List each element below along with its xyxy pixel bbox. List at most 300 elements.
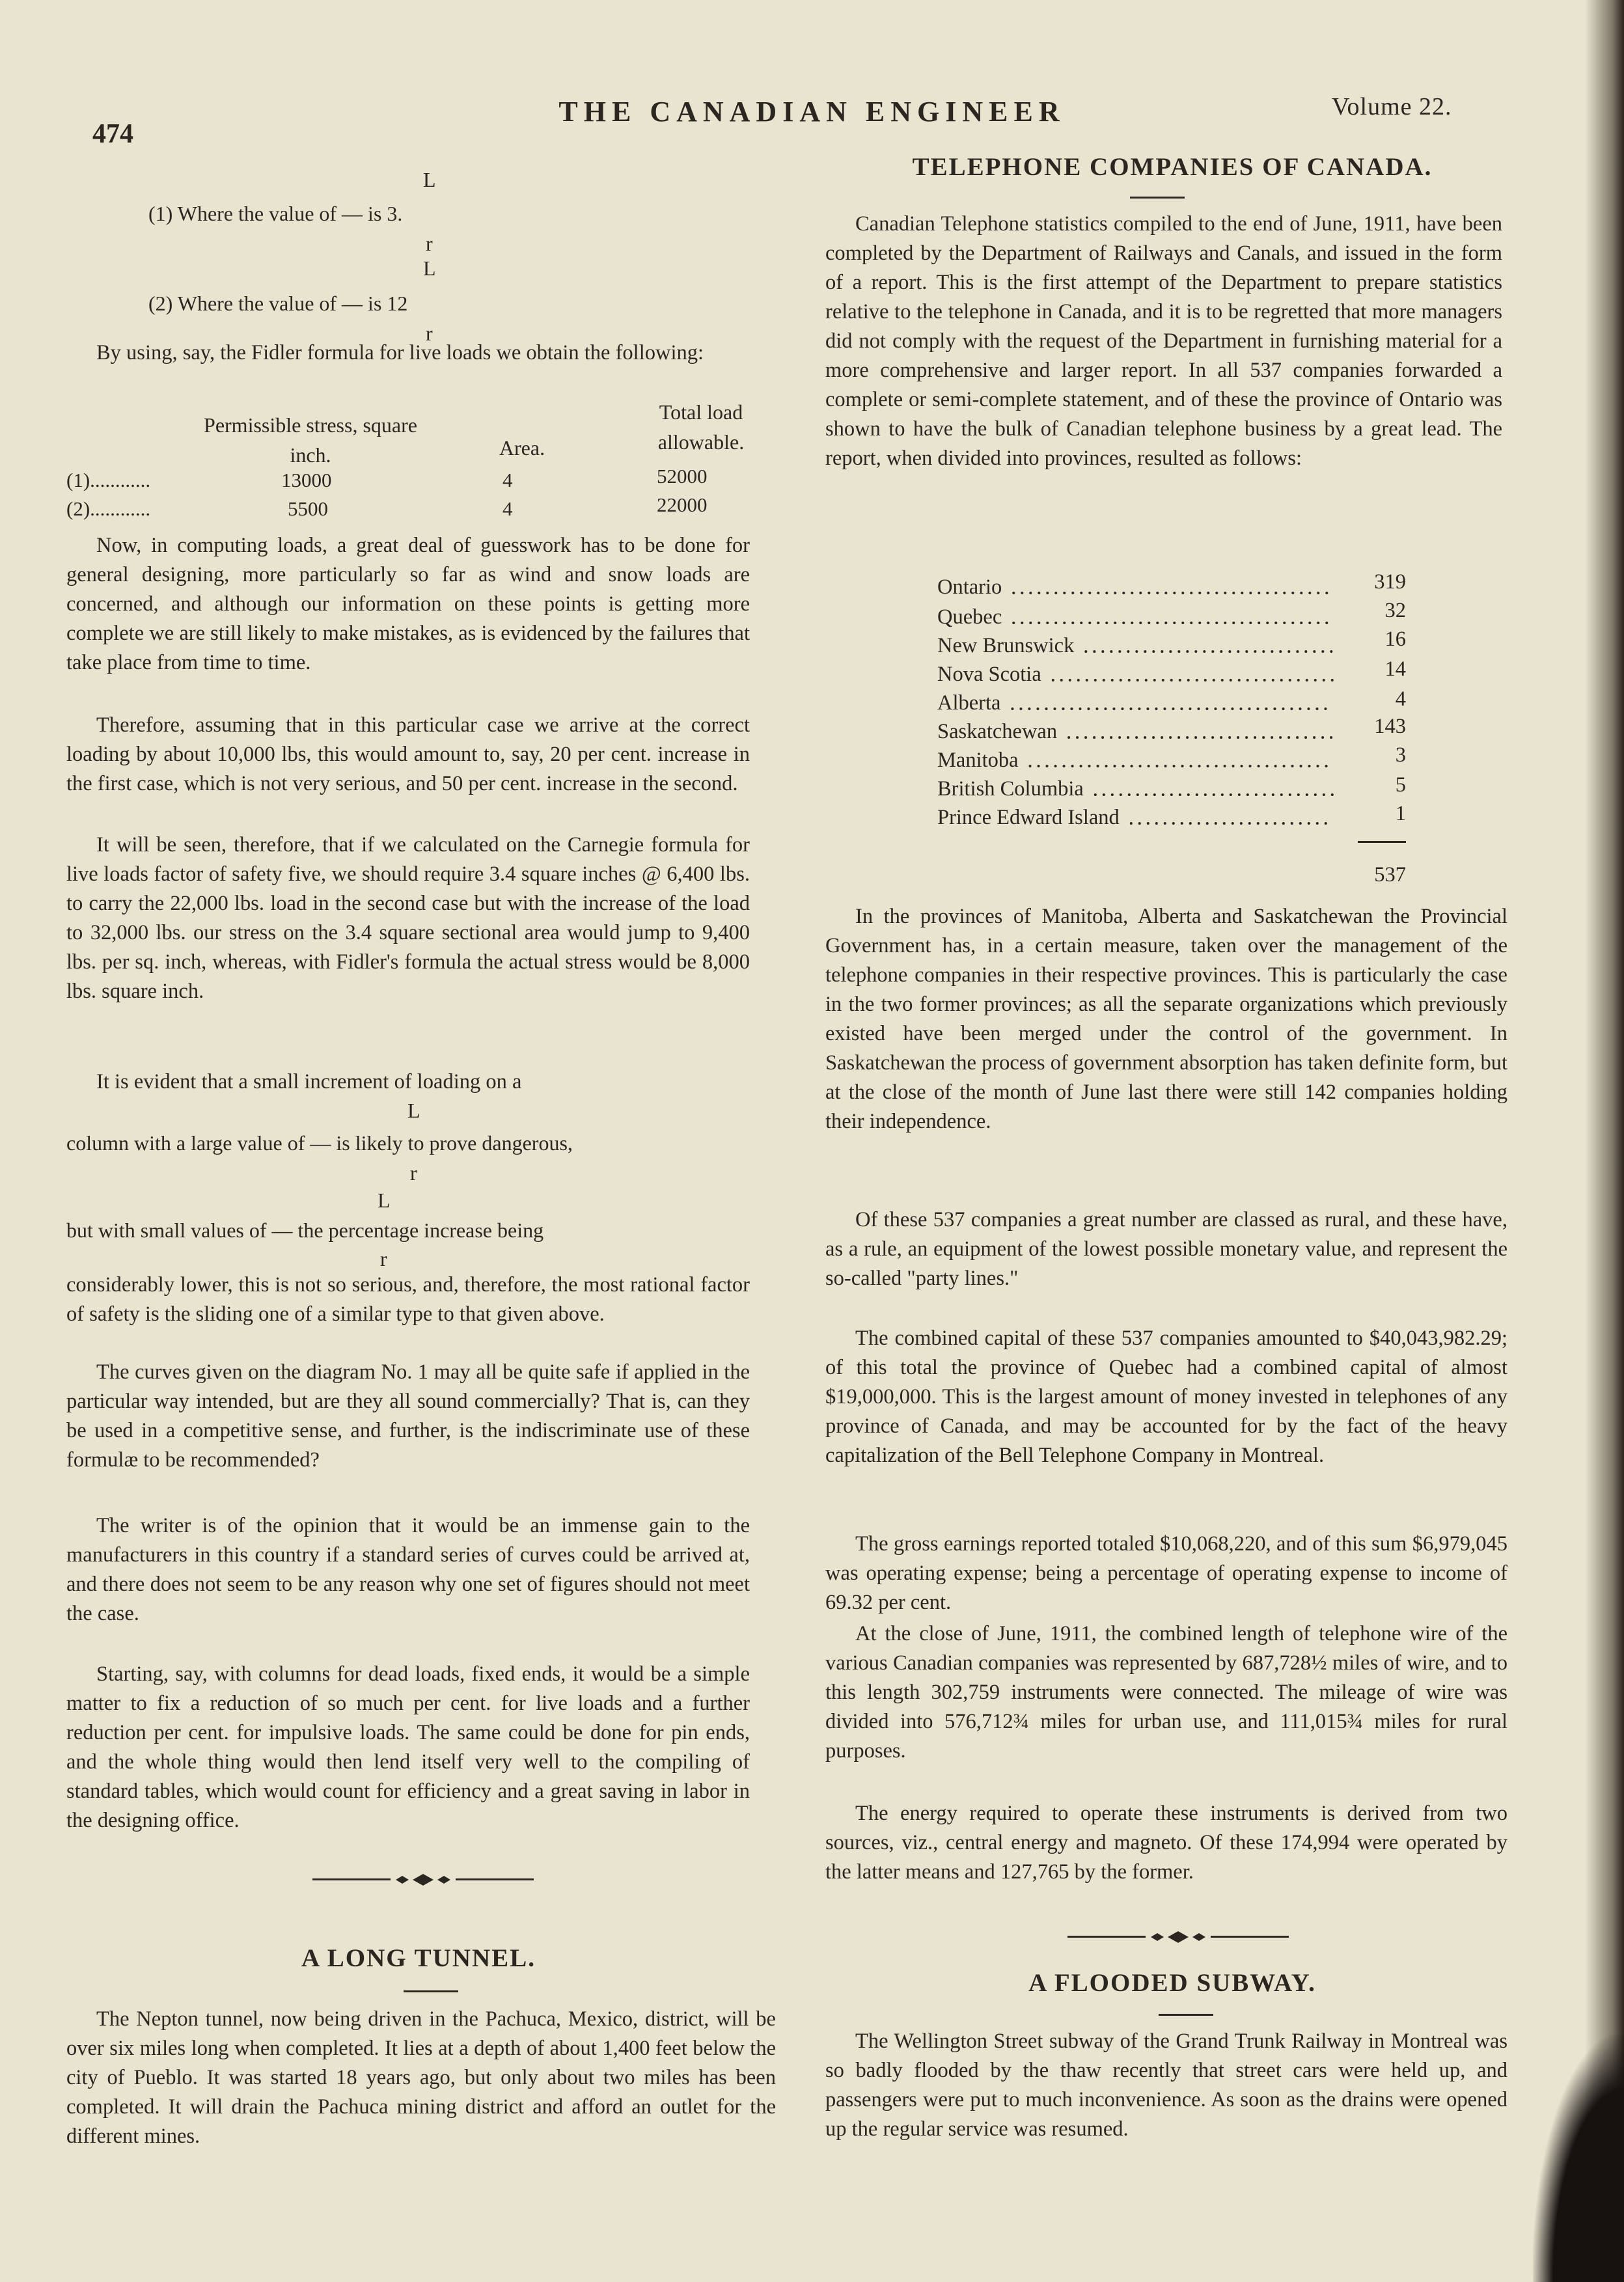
leader-dot (1070, 708, 1073, 710)
leader-dot (1105, 592, 1108, 594)
leader-dot (1103, 679, 1105, 681)
province-name: New Brunswick (937, 634, 1075, 657)
leader-dot (1207, 622, 1209, 624)
leader-dot (1317, 592, 1319, 594)
leader-dot (1237, 736, 1239, 739)
leader-dot (1122, 622, 1125, 624)
leader-dot (1246, 793, 1249, 796)
leader-dot (1274, 592, 1277, 594)
leader-dot (1220, 736, 1222, 739)
leader-dot (1317, 622, 1319, 624)
leader-dot (1095, 708, 1098, 710)
leader-dot (1180, 708, 1183, 710)
leader-dot (1138, 708, 1140, 710)
province-name: Nova Scotia (937, 663, 1041, 686)
paragraph: The combined capital of these 537 companies amounted to $40,043,982.29; of this total the province of Quebec had a combined capital of almost $19,000,000. This is the largest amount of money invested in telephones of any province of Canada, and may be accounted for by the fact of the heavy capitalization of the Bell Telephone Company in Montreal. (825, 1327, 1507, 1467)
province-count: 1 (1395, 802, 1406, 825)
leader-dot (1164, 622, 1167, 624)
leader-dot (1088, 622, 1091, 624)
leader-dot (1279, 650, 1282, 653)
leader-dot (1152, 736, 1155, 739)
leader-dot (1248, 822, 1251, 825)
leader-dot (1280, 679, 1283, 681)
leader-dot (1156, 765, 1159, 767)
section-ornament (1067, 1925, 1289, 1947)
province-count: 3 (1395, 743, 1406, 767)
leader-dot (1222, 708, 1225, 710)
leader-dot (1161, 650, 1163, 653)
leader-dot (1097, 765, 1099, 767)
leader-dot (1248, 708, 1250, 710)
leader-dot (1190, 622, 1192, 624)
leader-dot (1170, 793, 1173, 796)
leader-dot (1249, 592, 1252, 594)
title-rule (1159, 2014, 1213, 2016)
leader-dot (1131, 592, 1133, 594)
leader-dot (1120, 793, 1122, 796)
table-row-label: (1)............ (66, 469, 151, 491)
fraction-numerator: L (378, 1189, 391, 1212)
leader-dot (1257, 822, 1259, 825)
total-rule (1358, 841, 1406, 843)
province-name: Saskatchewan (937, 720, 1058, 743)
leader-dot (1228, 650, 1231, 653)
leader-dot (1063, 592, 1066, 594)
leader-dot (1029, 765, 1032, 767)
leader-dot (1283, 765, 1286, 767)
leader-dot (1283, 622, 1286, 624)
list-item (937, 777, 1084, 801)
leader-dot (1104, 708, 1107, 710)
leader-dot (1054, 592, 1057, 594)
leader-dot (1194, 736, 1197, 739)
leader-dot (1069, 679, 1071, 681)
province-count: 5 (1395, 773, 1406, 797)
leader-dot (1187, 679, 1190, 681)
leader-dot (1265, 822, 1268, 825)
leader-dot (1139, 592, 1142, 594)
leader-dot (1054, 622, 1057, 624)
leader-dot (1093, 650, 1095, 653)
leader-dot (1045, 708, 1047, 710)
list-item (937, 605, 1002, 629)
leader-dot (1308, 622, 1311, 624)
leader-dot (1012, 622, 1015, 624)
leader-dot (1230, 679, 1232, 681)
leader-dot (1274, 822, 1276, 825)
leader-dot (1110, 650, 1112, 653)
leader-dot (1215, 622, 1218, 624)
leader-dot (1071, 622, 1074, 624)
leader-dot (1308, 592, 1311, 594)
leader-dot (1198, 822, 1200, 825)
fraction-line (148, 290, 407, 316)
province-name: Manitoba (937, 749, 1019, 772)
leader-dot (1291, 822, 1293, 825)
province-count: 319 (1374, 570, 1406, 594)
paragraph: Now, in computing loads, a great deal of guesswork has to be done for general designing, more particularly so far as wind and snow loads are concerned, and although our information on these points is getting more complete we are still likely to make mistakes, as is evidenced by the failures that take place from time to time. (66, 534, 750, 674)
leader-dot (1162, 793, 1164, 796)
leader-dot (1198, 622, 1201, 624)
leader-dot (1114, 592, 1116, 594)
leader-dot (1181, 622, 1184, 624)
leader-dot (1207, 765, 1209, 767)
leader-dot (1172, 822, 1175, 825)
leader-dot (1215, 822, 1217, 825)
leader-dot (1173, 622, 1176, 624)
fraction-denominator: r (380, 1247, 387, 1271)
leader-dot (1308, 765, 1311, 767)
leader-dot (1012, 592, 1015, 594)
leader-dot (1297, 679, 1300, 681)
table-header: Total load allowable. (657, 400, 745, 454)
leader-dot (1162, 679, 1164, 681)
leader-dot (1148, 592, 1150, 594)
leader-dot (1097, 592, 1099, 594)
leader-dot (1263, 679, 1266, 681)
leader-dot (1238, 793, 1241, 796)
leader-dot (1076, 736, 1079, 739)
leader-dot (1300, 622, 1302, 624)
fraction-denominator: r (410, 1161, 417, 1185)
leader-dot (1207, 592, 1209, 594)
leader-dot (1190, 765, 1192, 767)
leader-dot (1181, 822, 1183, 825)
leader-dot (1077, 679, 1080, 681)
leader-dot (1237, 650, 1239, 653)
paragraph: It will be seen, therefore, that if we calculated on the Carnegie formula for live loads factor of safety five, we should require 3.4 square inches @ 6,400 lbs. to carry the 22,000 lbs. load in the second case but with the increase of the load to 32,000 lbs. our stress on the 3.4 square sectional area would jump to 9,400 lbs. per sq. inch, whereas, with Fidler's formula the actual stress would be 8,000 lbs. square inch. (66, 833, 750, 1003)
leader-dot (1300, 592, 1302, 594)
fraction-text: (2) Where the value of — (148, 292, 363, 315)
province-name: Ontario (937, 575, 1002, 599)
leader-dot (1254, 736, 1256, 739)
fraction-numerator: L (407, 1099, 420, 1122)
leader-dot (1046, 622, 1049, 624)
leader-dot (1224, 592, 1226, 594)
paragraph: Of these 537 companies a great number are classed as rural, and these have, as a rule, an equipment of the lowest possible monetary value, and represent the so-called "party lines." (825, 1208, 1507, 1290)
province-total: 537 (1374, 863, 1406, 887)
leader-dot (1164, 822, 1166, 825)
paragraph: At the close of June, 1911, the combined length of telephone wire of the various Canadian companies was represented by 687,728½ miles of wire, and to this length 302,759 instruments were connected. The mileage of wire was divided into 576,712¾ miles for urban use, and 111,015¾ miles for rural purposes. (825, 1622, 1507, 1763)
leader-dot (1241, 592, 1243, 594)
leader-dot (1265, 708, 1267, 710)
leader-dot (1272, 679, 1274, 681)
leader-dot (1263, 793, 1266, 796)
leader-dot (1181, 592, 1184, 594)
leader-dot (1232, 622, 1235, 624)
leader-dot (1223, 822, 1226, 825)
leader-dot (1094, 679, 1097, 681)
leader-dot (1094, 793, 1097, 796)
leader-dot (1122, 765, 1125, 767)
leader-dot (1144, 736, 1146, 739)
leader-dot (1135, 650, 1138, 653)
leader-dot (1179, 679, 1181, 681)
fraction-denominator: r (426, 232, 433, 255)
leader-dot (1289, 679, 1291, 681)
page-edge-shadow (1585, 0, 1624, 2282)
leader-dot (1181, 765, 1184, 767)
paragraph: In the provinces of Manitoba, Alberta and Saskatchewan the Provincial Government has, in a certain measure, taken over the management of the telephone companies in their respective provinces. This is particularly the case in the two former provinces; as all the separate organizations which previously existed have been merged under the control of the government. In Saskatchewan the process of government absorption has taken definite form, but at the close of the month of June last there were still 142 companies holding their independence. (825, 905, 1507, 1133)
page-number: 474 (92, 119, 133, 149)
paragraph: The Nepton tunnel, now being driven in the Pachuca, Mexico, district, will be over six miles long when completed. It lies at a depth of about 1,400 feet below the city of Pueblo. It was started 18 years ago, but only about two miles has been completed. It will drain the Pachuca mining district and afford an outlet for the different mines. (66, 2007, 776, 2148)
table-header: Permissible stress, square inch. (204, 413, 417, 467)
leader-dot (1131, 622, 1133, 624)
list-item (937, 720, 1057, 744)
leader-dot (1128, 679, 1131, 681)
list-item (937, 806, 1120, 830)
leader-dot (1279, 736, 1282, 739)
leader-dot (1052, 679, 1054, 681)
leader-dot (1038, 592, 1040, 594)
paragraph: Canadian Telephone statistics compiled to the end of June, 1911, have been completed by the Department of Railways and Canals, and issued in the form of a report. This is the first attempt of the Department to prepare statistics relative to the telephone in Canada, and it is to be regretted that more managers did not comply with the request of the Department in furnishing material for a more comprehensive and larger report. In all 537 companies forwarded a complete or semi-complete statement, and of these the province of Ontario was shown to have the bulk of Canadian telephone business by a great lead. The report, when divided into provinces, resulted as follows: (825, 212, 1502, 470)
leader-dot (1127, 736, 1129, 739)
section-ornament (312, 1868, 534, 1890)
paragraph: considerably lower, this is not so serious, and, therefore, the most rational factor of safety is the sliding one of a similar type to that given above. (66, 1273, 750, 1326)
leader-dot (1282, 708, 1284, 710)
province-name: Prince Edward Island (937, 806, 1120, 829)
leader-dot (1144, 650, 1146, 653)
province-count: 14 (1384, 657, 1406, 681)
leader-dot (1315, 708, 1318, 710)
paragraph: The Wellington Street subway of the Grand Trunk Railway in Montreal was so badly flooded by the thaw recently that street cars were held up, and passengers were put to much inconvenience. As soon as the drains were opened up the regular service was resumed. (825, 2029, 1507, 2141)
leader-dot (1271, 736, 1273, 739)
leader-dot (1169, 736, 1172, 739)
fraction-line: but with small values of — the percentage increase being (66, 1218, 544, 1242)
leader-dot (1306, 679, 1308, 681)
leader-dot (1203, 736, 1205, 739)
leader-dot (1230, 793, 1232, 796)
leader-dot (1029, 622, 1032, 624)
leader-dot (1238, 679, 1241, 681)
leader-dot (1246, 679, 1249, 681)
leader-dot (1323, 679, 1325, 681)
leader-dot (1163, 708, 1166, 710)
fraction-numerator: L (423, 256, 436, 280)
leader-dot (1120, 679, 1122, 681)
leader-dot (1146, 708, 1149, 710)
leader-dot (1097, 622, 1099, 624)
leader-dot (1211, 736, 1214, 739)
leader-dot (1299, 708, 1301, 710)
title-rule (1130, 197, 1185, 199)
leader-dot (1314, 793, 1317, 796)
leader-dot (1304, 650, 1307, 653)
table-cell: 4 (502, 497, 513, 520)
province-name: British Columbia (937, 777, 1084, 801)
leader-dot (1221, 679, 1224, 681)
leader-dot (1266, 622, 1269, 624)
leader-dot (1290, 708, 1293, 710)
leader-dot (1062, 708, 1064, 710)
leader-dot (1079, 708, 1081, 710)
leader-dot (1289, 793, 1291, 796)
leader-dot (1038, 622, 1040, 624)
fraction-text: (1) Where the value of — (148, 202, 363, 225)
leader-dot (1190, 592, 1192, 594)
fraction-value: is 3. (368, 202, 403, 225)
leader-dot (1203, 650, 1205, 653)
leader-dot (1060, 679, 1063, 681)
running-title: THE CANADIAN ENGINEER (558, 96, 1066, 128)
leader-dot (1067, 736, 1070, 739)
paragraph: By using, say, the Fidler formula for live loads we obtain the following: (96, 341, 704, 364)
leader-dot (1258, 765, 1260, 767)
leader-dot (1138, 822, 1141, 825)
province-count: 32 (1384, 599, 1406, 622)
leader-dot (1307, 708, 1310, 710)
leader-dot (1325, 822, 1327, 825)
leader-dot (1224, 622, 1226, 624)
list-item (937, 749, 1019, 773)
leader-dot (1224, 765, 1226, 767)
leader-dot (1299, 822, 1302, 825)
leader-dot (1011, 708, 1013, 710)
leader-dot (1148, 622, 1150, 624)
leader-dot (1139, 765, 1142, 767)
list-item (937, 663, 1041, 687)
leader-dot (1080, 622, 1082, 624)
leader-dot (1105, 765, 1108, 767)
leader-dot (1196, 793, 1198, 796)
leader-dot (1198, 765, 1201, 767)
leader-dot (1287, 650, 1290, 653)
fraction-line: column with a large value of — is likely to prove dangerous, (66, 1131, 573, 1155)
leader-dot (1021, 622, 1023, 624)
leader-dot (1215, 765, 1218, 767)
leader-dot (1155, 708, 1157, 710)
fraction-numerator: L (423, 168, 436, 191)
leader-dot (1241, 622, 1243, 624)
leader-dot (1313, 650, 1315, 653)
leader-dot (1296, 736, 1299, 739)
fraction-denominator: r (426, 322, 433, 345)
leader-dot (1198, 592, 1201, 594)
leader-dot (1221, 793, 1224, 796)
leader-dot (1291, 622, 1294, 624)
leader-dot (1021, 592, 1023, 594)
leader-dot (1029, 592, 1032, 594)
leader-dot (1110, 736, 1112, 739)
leader-dot (1297, 793, 1300, 796)
leader-dot (1316, 822, 1319, 825)
leader-dot (1173, 592, 1176, 594)
leader-dot (1232, 592, 1235, 594)
leader-dot (1271, 650, 1273, 653)
paragraph: The writer is of the opinion that it would be an immense gain to the manufacturers in this country if a standard series of curves could be arrived at, and there does not seem to be any reason why one set of figures should not meet the case. (66, 1514, 750, 1625)
leader-dot (1173, 765, 1176, 767)
list-item (937, 575, 1002, 599)
table-row-label: (2)............ (66, 497, 151, 520)
province-count: 16 (1384, 627, 1406, 651)
province-count: 4 (1395, 687, 1406, 711)
leader-dot (1121, 708, 1123, 710)
leader-dot (1169, 650, 1172, 653)
leader-dot (1161, 736, 1163, 739)
table-cell: 4 (502, 469, 513, 491)
leader-dot (1153, 793, 1156, 796)
leader-dot (1304, 736, 1307, 739)
leader-dot (1245, 650, 1248, 653)
leader-dot (1313, 736, 1315, 739)
leader-dot (1063, 765, 1066, 767)
leader-dot (1213, 679, 1215, 681)
leader-dot (1088, 765, 1091, 767)
paragraph: The curves given on the diagram No. 1 may all be quite safe if applied in the particular way intended, but are they all sound commercially? That is, can they be used in a competitive sense, and further, is the indiscriminate use of these formulæ to be recommended? (66, 1360, 750, 1472)
leader-dot (1139, 622, 1142, 624)
province-name: Quebec (937, 605, 1002, 629)
leader-dot (1232, 765, 1235, 767)
leader-dot (1071, 765, 1074, 767)
leader-dot (1280, 793, 1283, 796)
leader-dot (1215, 592, 1218, 594)
leader-dot (1197, 708, 1200, 710)
table-cell: 52000 (657, 465, 708, 488)
leader-dot (1084, 650, 1087, 653)
province-count: 143 (1374, 715, 1406, 738)
leader-dot (1103, 793, 1105, 796)
leader-dot (1170, 679, 1173, 681)
leader-dot (1112, 708, 1115, 710)
leader-dot (1187, 793, 1190, 796)
leader-dot (1186, 650, 1189, 653)
leader-dot (1156, 622, 1159, 624)
section-title: TELEPHONE COMPANIES OF CANADA. (912, 153, 1433, 181)
ornament-diamonds-icon (1146, 1927, 1211, 1947)
page-corner-curl (1533, 2035, 1624, 2282)
table-cell: 13000 (281, 469, 332, 491)
leader-dot (1046, 592, 1049, 594)
leader-dot (1088, 592, 1091, 594)
leader-dot (1156, 592, 1159, 594)
leader-dot (1262, 736, 1265, 739)
leader-dot (1136, 793, 1139, 796)
leader-dot (1122, 592, 1125, 594)
leader-dot (1205, 708, 1208, 710)
leader-dot (1206, 822, 1209, 825)
leader-dot (1204, 679, 1207, 681)
leader-dot (1172, 708, 1174, 710)
list-item (937, 691, 1000, 715)
leader-dot (1287, 736, 1290, 739)
paragraph: The energy required to operate these instruments is derived from two sources, viz., central energy and magneto. Of these 174,994 were operated by the latter means and 127,765 by the former. (825, 1802, 1507, 1884)
ornament-diamonds-icon (391, 1870, 456, 1890)
title-rule (404, 1990, 458, 1992)
leader-dot (1019, 708, 1022, 710)
leader-dot (1111, 793, 1114, 796)
leader-dot (1220, 650, 1222, 653)
leader-dot (1300, 765, 1302, 767)
leader-dot (1228, 736, 1231, 739)
leader-dot (1231, 708, 1233, 710)
leader-dot (1245, 736, 1248, 739)
paragraph: Starting, say, with columns for dead loads, fixed ends, it would be a simple matter to fix a reduction of so much per cent. for live loads and a further reduction per cent. for impulsive loads. The same could be done for pin ends, and the whole thing would then lend itself very well to the compiling of standard tables, which would count for efficiency and a great saving in labor in the designing office. (66, 1662, 750, 1832)
leader-dot (1135, 736, 1138, 739)
leader-dot (1323, 793, 1325, 796)
leader-dot (1114, 765, 1116, 767)
section-title: A FLOODED SUBWAY. (1028, 1969, 1316, 1997)
leader-dot (1177, 736, 1180, 739)
leader-dot (1266, 765, 1269, 767)
leader-dot (1086, 679, 1088, 681)
leader-dot (1266, 592, 1269, 594)
leader-dot (1232, 822, 1234, 825)
leader-dot (1324, 708, 1327, 710)
leader-dot (1189, 708, 1191, 710)
table-cell: 5500 (288, 497, 328, 520)
table-cell: 22000 (657, 493, 708, 516)
leader-dot (1282, 822, 1285, 825)
